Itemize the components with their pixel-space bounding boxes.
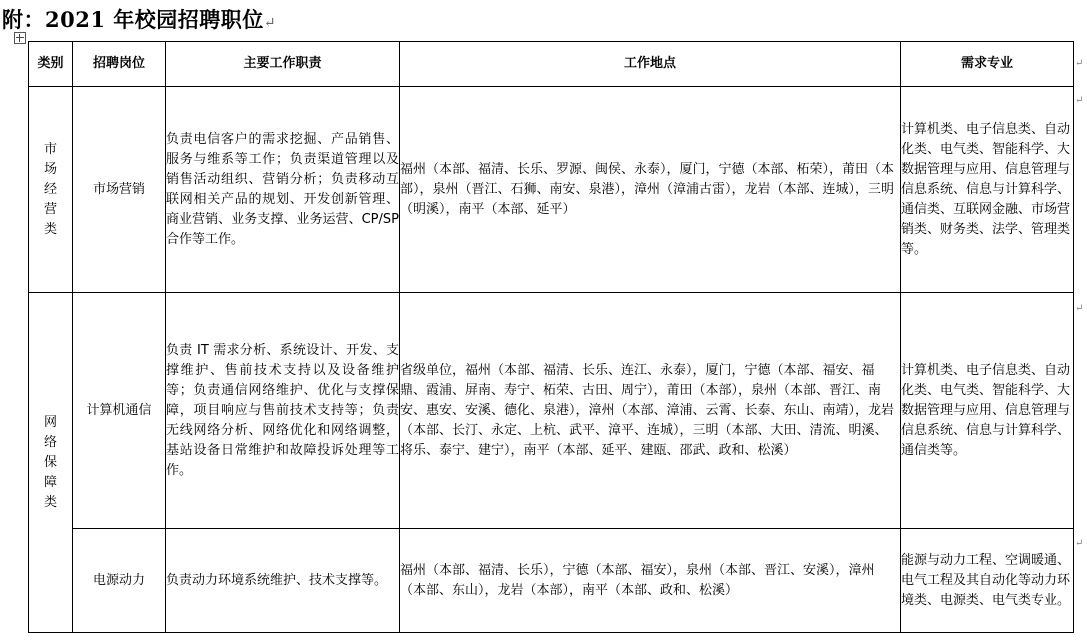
- category-label: 市 场 经 营 类: [43, 141, 57, 237]
- position-cell: [73, 87, 166, 293]
- header-position: 招聘岗位: [73, 42, 166, 87]
- majors-text: 计算机类、电子信息类、自动化类、电气类、智能科学、大数据管理与应用、信息管理与信息系统、信息与计算科学、通信类、互联网金融、市场营销类、财务类、法学、管理类等。: [901, 121, 1071, 257]
- duties-text: 负责动力环境系统维护、技术支撑等。: [166, 572, 388, 588]
- paragraph-mark-icon: ↵: [263, 15, 276, 31]
- duties-cell: [166, 87, 400, 293]
- row-end-mark-icon: ↵: [1075, 58, 1084, 69]
- duties-text: 负责电信客户的需求挖掘、产品销售、服务与维系等工作；负责渠道管理以及销售活动组织、营销分析；负责移动互联网相关产品的规划、开发创新管理、商业营销、业务支撑、业务运营、CP/SP合作等工作。: [166, 131, 399, 247]
- majors-cell: [901, 529, 1074, 633]
- table-move-handle-icon[interactable]: [14, 32, 26, 44]
- position-cell: [73, 293, 166, 529]
- header-row: [29, 42, 1074, 87]
- majors-cell: [901, 293, 1074, 529]
- position-text: 计算机通信: [86, 402, 152, 418]
- category-cell: [29, 293, 73, 633]
- location-text: 省级单位，福州（本部、福清、长乐、连江、永泰），厦门，宁德（本部、福安、福鼎、霞浦、屏南、寿宁、柘荣、古田、周宁），莆田（本部），泉州（本部、晋江、南安、惠安、安溪、德化、泉港），漳州（本部、漳浦、云霄、长泰、东山、南靖），龙岩（本部、长汀、永定、上杭、武平、漳平、连城），三明（本部、大田、清流、明溪、将乐、泰宁、建宁），南平（本部、延平、建瓯、邵武、政和、松溪）: [400, 362, 895, 458]
- header-majors: 需求专业: [901, 42, 1074, 87]
- row-end-mark-icon: ↵: [1075, 538, 1084, 549]
- majors-text: 计算机类、电子信息类、自动化类、电气类、智能科学、大数据管理与应用、信息管理与信息系统、信息与计算科学、通信类等。: [901, 362, 1071, 458]
- duties-text: 负责 IT 需求分析、系统设计、开发、支撑维护、售前技术支持以及设备维护等；负责通信网络维护、优化与支撑保障，项目响应与售前技术支持等；负责无线网络分析、网络优化和网络调整，基站设备日常维护和故障投诉处理等工作。: [166, 342, 399, 478]
- location-cell: [400, 293, 901, 529]
- jobs-table: [28, 41, 1074, 633]
- header-duties: 主要工作职责: [166, 42, 400, 87]
- row-end-mark-icon: ↵: [1075, 303, 1084, 314]
- majors-cell: [901, 87, 1074, 293]
- table-row: [29, 293, 1074, 529]
- table-row: [29, 529, 1074, 633]
- location-cell: [400, 87, 901, 293]
- position-text: 电源动力: [92, 572, 145, 588]
- location-cell: [400, 529, 901, 633]
- duties-cell: [166, 293, 400, 529]
- table-row: [29, 87, 1074, 293]
- duties-cell: [166, 529, 400, 633]
- header-category: 类别: [29, 42, 73, 87]
- majors-text: 能源与动力工程、空调暖通、电气工程及其自动化等动力环境类、电源类、电气类专业。: [901, 552, 1071, 608]
- category-cell: [29, 87, 73, 293]
- category-label: 网 络 保 障 类: [43, 414, 57, 510]
- position-text: 市场营销: [92, 181, 145, 197]
- title-text: 附：2021 年校园招聘职位: [2, 7, 264, 32]
- position-cell: [73, 529, 166, 633]
- page-title: [2, 4, 276, 34]
- row-end-mark-icon: ↵: [1075, 95, 1084, 106]
- location-text: 福州（本部、福清、长乐、罗源、闽侯、永泰），厦门，宁德（本部、柘荣），莆田（本部），泉州（晋江、石狮、南安、泉港），漳州（漳浦古雷），龙岩（本部、连城），三明（明溪），南平（本部、延平）: [400, 161, 895, 217]
- header-location: 工作地点: [400, 42, 901, 87]
- location-text: 福州（本部、福清、长乐），宁德（本部、福安），泉州（本部、晋江、安溪），漳州（本部、东山），龙岩（本部），南平（本部、政和、松溪）: [400, 562, 875, 598]
